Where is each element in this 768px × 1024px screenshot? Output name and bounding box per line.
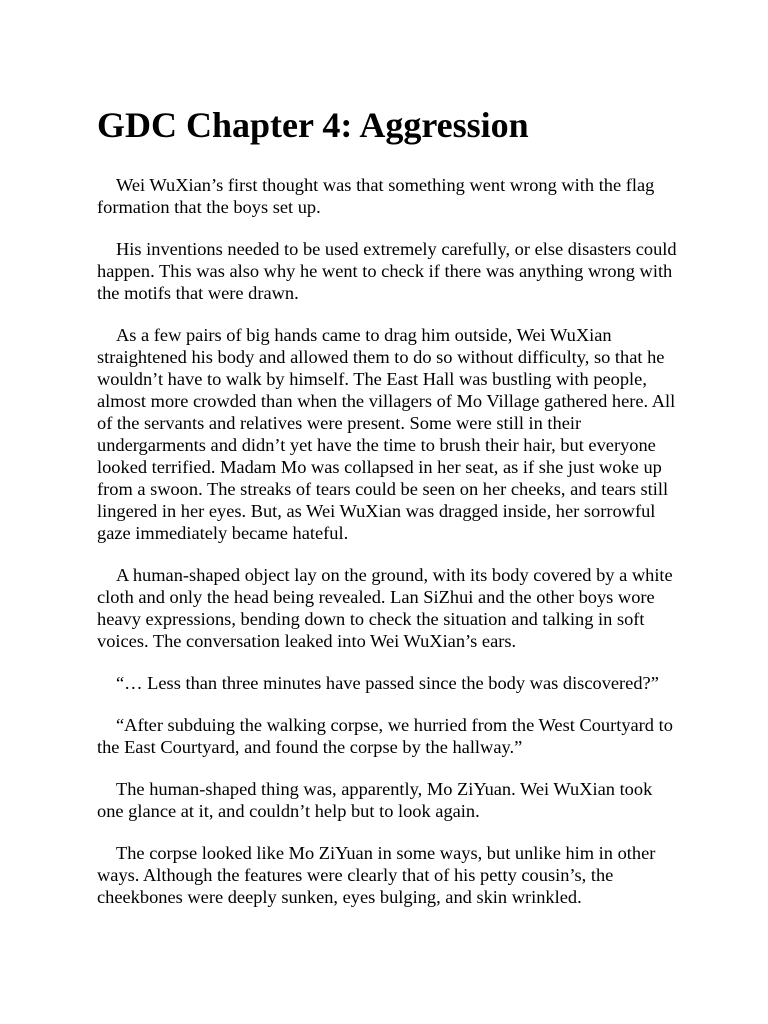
paragraph-2: His inventions needed to be used extremely carefully, or else disasters could happen. This was also why he went to check if there was anything wrong with the motifs that were drawn.: [97, 239, 677, 303]
paragraph-7: The human-shaped thing was, apparently, Mo ZiYuan. Wei WuXian took one glance at it, and couldn’t help but to look again.: [97, 779, 653, 821]
paragraph-3: As a few pairs of big hands came to drag him outside, Wei WuXian straightened his body and allowed them to do so without difficulty, so that he wouldn’t have to walk by himself. The East Hall was bustling with people, almost more crowded than when the villagers of Mo Village gathered here. All of the servants and relatives were present. Some were still in their undergarments and didn’t yet have the time to brush their hair, but everyone looked terrified. Madam Mo was collapsed in her seat, as if she just woke up from a swoon. The streaks of tears could be seen on her cheeks, and tears still lingered in her eyes. But, as Wei WuXian was dragged inside, her sorrowful gaze immediately became hateful.: [97, 325, 676, 543]
paragraph-1: Wei WuXian’s first thought was that something went wrong with the flag formation that the boys set up.: [97, 175, 655, 217]
paragraph-6: “After subduing the walking corpse, we hurried from the West Courtyard to the East Courtyard, and found the corpse by the hallway.”: [97, 715, 673, 757]
paragraph-8: The corpse looked like Mo ZiYuan in some ways, but unlike him in other ways. Although the features were clearly that of his petty cousin’s, the cheekbones were deeply sunken, eyes bulging, and skin wrinkled.: [97, 843, 656, 907]
paragraph-5: “… Less than three minutes have passed since the body was discovered?”: [116, 673, 659, 693]
paragraph-4: A human-shaped object lay on the ground, with its body covered by a white cloth and only the head being revealed. Lan SiZhui and the other boys wore heavy expressions, bending down to check the situation and talking in soft voices. The conversation leaked into Wei WuXian’s ears.: [97, 565, 673, 651]
document-page: [97, 98, 677, 928]
chapter-title: GDC Chapter 4: Aggression: [97, 105, 529, 145]
